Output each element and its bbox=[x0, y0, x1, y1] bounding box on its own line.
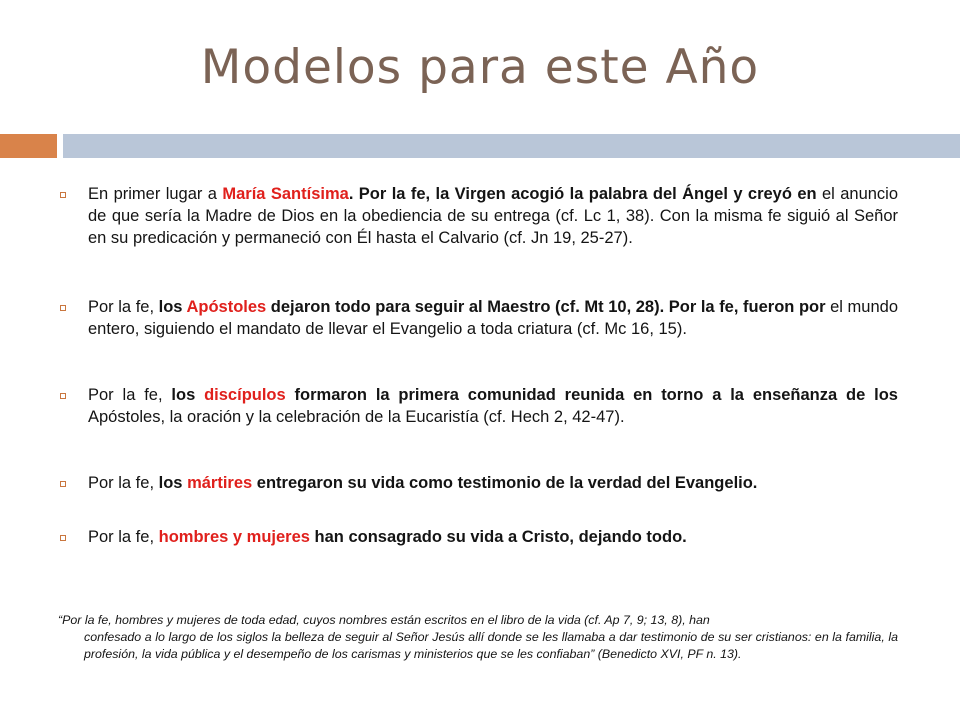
bullet-text bbox=[88, 386, 898, 426]
quote-continuation: confesado a lo largo de los siglos la belleza de seguir al Señor Jesús allí donde se les llamaba a dar testimonio de su ser cristianos: en la familia, la profesión, la vida pública y el desempeño de los carismas y ministerios que se les confiaban” (Benedicto XVI, PF n. 13). bbox=[84, 630, 898, 661]
bold-text: los bbox=[158, 298, 187, 316]
citation-quote bbox=[58, 612, 898, 663]
body-text: Apóstoles, la oración y la celebración de la Eucaristía (cf. Hech 2, 42-47). bbox=[88, 408, 625, 426]
bold-text: dejaron todo para seguir al Maestro (cf. Mt 10, 28). Por la fe, fueron por bbox=[266, 298, 826, 316]
body-text: Por la fe, bbox=[88, 474, 159, 492]
bullet-text bbox=[88, 185, 898, 247]
body-text: Por la fe, bbox=[88, 528, 159, 546]
bullet-text bbox=[88, 528, 687, 546]
bold-text: han consagrado su vida a Cristo, dejando todo. bbox=[309, 528, 687, 546]
square-bullet-icon bbox=[60, 393, 66, 399]
bullet-hombres-mujeres bbox=[60, 526, 898, 548]
bullet-maria bbox=[60, 183, 898, 249]
bullet-apostoles bbox=[60, 296, 898, 340]
body-text: En primer lugar a bbox=[88, 185, 223, 203]
bold-text: los bbox=[158, 474, 188, 492]
page-title: Modelos para este Año bbox=[200, 40, 760, 95]
quote-first-line: “Por la fe, hombres y mujeres de toda edad, cuyos nombres están escritos en el libro de la vida (cf. Ap 7, 9; 13, 8), han bbox=[58, 613, 710, 627]
body-text: Por la fe, bbox=[88, 298, 159, 316]
title-rule-accent bbox=[0, 134, 57, 158]
bullet-discipulos bbox=[60, 384, 898, 428]
square-bullet-icon bbox=[60, 305, 66, 311]
bullet-text bbox=[88, 298, 898, 338]
square-bullet-icon bbox=[60, 535, 66, 541]
bullet-list bbox=[60, 178, 898, 548]
highlight-text: mártires bbox=[187, 474, 253, 492]
highlight-text: Apóstoles bbox=[186, 298, 267, 316]
body-text: el anuncio de que sería la Madre de Dios en la obediencia de su entrega (cf. Lc 1, 38). Con la misma fe siguió al Señor en su predicación y permaneció con Él hasta el Calvario (cf. Jn 19, 25-27). bbox=[88, 185, 899, 247]
bold-text: . Por la fe, la Virgen acogió la palabra del Ángel y creyó en bbox=[348, 185, 817, 203]
body-text: Por la fe, bbox=[88, 386, 172, 404]
square-bullet-icon bbox=[60, 192, 66, 198]
bold-text: formaron la primera comunidad reunida en torno a la enseñanza de los bbox=[285, 386, 898, 404]
bold-text: entregaron su vida como testimonio de la verdad del Evangelio. bbox=[252, 474, 758, 492]
highlight-text: María Santísima bbox=[222, 185, 349, 203]
bold-text: los bbox=[171, 386, 205, 404]
bullet-martires bbox=[60, 472, 898, 494]
bullet-text bbox=[88, 474, 757, 492]
title-rule-bar bbox=[63, 134, 960, 158]
highlight-text: hombres y mujeres bbox=[158, 528, 310, 546]
body-text: el mundo entero, siguiendo el mandato de llevar el Evangelio a toda criatura (cf. Mc 16, 15). bbox=[88, 298, 898, 338]
square-bullet-icon bbox=[60, 481, 66, 487]
highlight-text: discípulos bbox=[204, 386, 286, 404]
